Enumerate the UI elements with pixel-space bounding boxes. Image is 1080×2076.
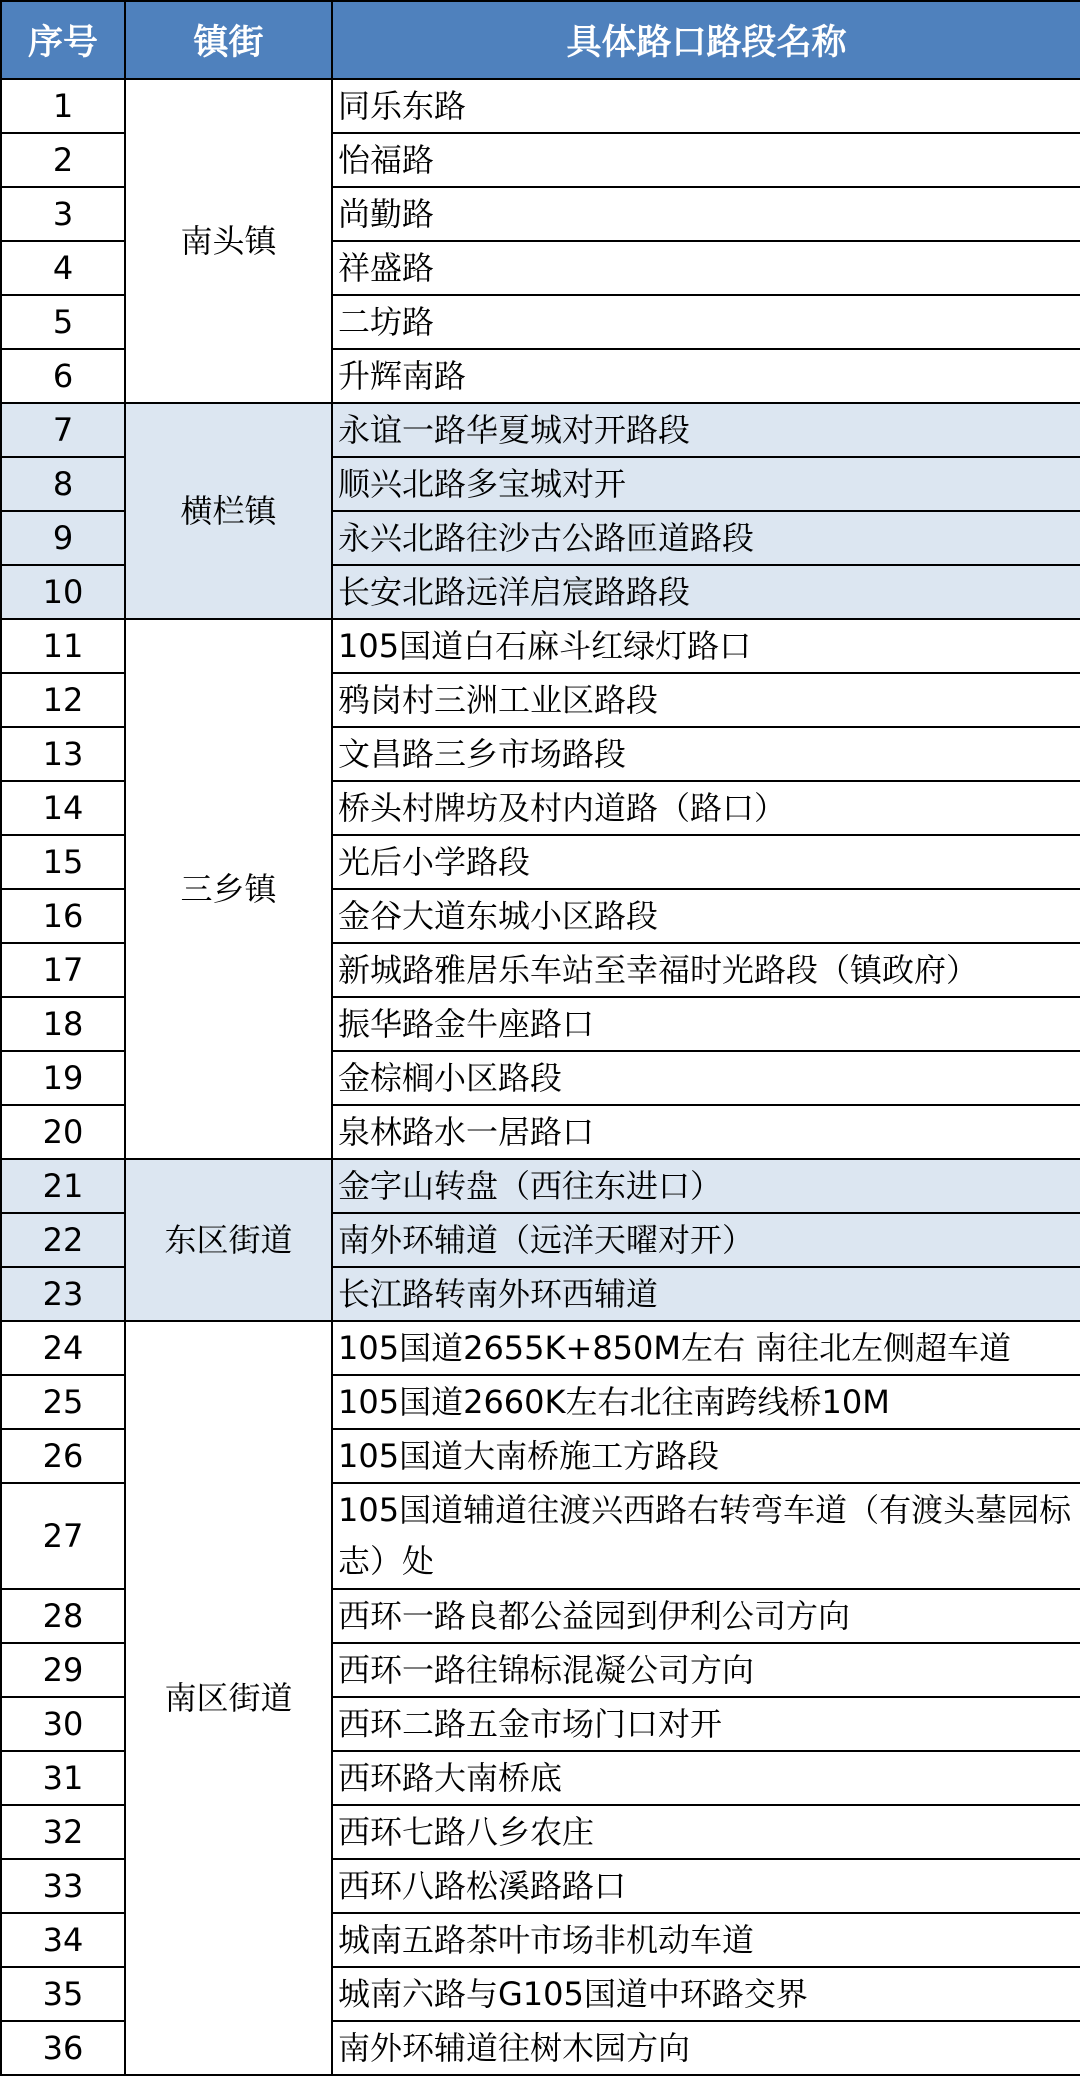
road-name-cell: 升辉南路: [332, 349, 1080, 403]
serial-number-cell: 32: [1, 1805, 125, 1859]
road-name-cell: 祥盛路: [332, 241, 1080, 295]
road-name-cell: 城南六路与G105国道中环路交界: [332, 1967, 1080, 2021]
serial-number-cell: 35: [1, 1967, 125, 2021]
road-name-cell: 长江路转南外环西辅道: [332, 1267, 1080, 1321]
serial-number-cell: 23: [1, 1267, 125, 1321]
header-serial-number: 序号: [1, 1, 125, 79]
table-row: [1, 1321, 1080, 1375]
road-name-cell: 南外环辅道（远洋天曜对开）: [332, 1213, 1080, 1267]
town-cell: 南头镇: [125, 79, 332, 403]
road-name-cell: 105国道辅道往渡兴西路右转弯车道（有渡头墓园标志）处: [332, 1483, 1080, 1589]
road-name-cell: 新城路雅居乐车站至幸福时光路段（镇政府）: [332, 943, 1080, 997]
serial-number-cell: 17: [1, 943, 125, 997]
serial-number-cell: 10: [1, 565, 125, 619]
road-name-cell: 城南五路茶叶市场非机动车道: [332, 1913, 1080, 1967]
road-name-cell: 西环一路往锦标混凝公司方向: [332, 1643, 1080, 1697]
serial-number-cell: 14: [1, 781, 125, 835]
road-name-cell: 光后小学路段: [332, 835, 1080, 889]
serial-number-cell: 2: [1, 133, 125, 187]
road-name-cell: 金字山转盘（西往东进口）: [332, 1159, 1080, 1213]
serial-number-cell: 28: [1, 1589, 125, 1643]
road-name-cell: 南外环辅道往树木园方向: [332, 2021, 1080, 2075]
road-name-cell: 鸦岗村三洲工业区路段: [332, 673, 1080, 727]
road-name-cell: 同乐东路: [332, 79, 1080, 133]
road-name-cell: 105国道2655K+850M左右 南往北左侧超车道: [332, 1321, 1080, 1375]
table-body: [1, 79, 1080, 2075]
town-cell: 南区街道: [125, 1321, 332, 2075]
serial-number-cell: 27: [1, 1483, 125, 1589]
road-name-cell: 永兴北路往沙古公路匝道路段: [332, 511, 1080, 565]
road-name-cell: 振华路金牛座路口: [332, 997, 1080, 1051]
road-name-cell: 金谷大道东城小区路段: [332, 889, 1080, 943]
header-road-name: 具体路口路段名称: [332, 1, 1080, 79]
serial-number-cell: 6: [1, 349, 125, 403]
serial-number-cell: 15: [1, 835, 125, 889]
table-row: [1, 403, 1080, 457]
road-name-cell: 二坊路: [332, 295, 1080, 349]
serial-number-cell: 33: [1, 1859, 125, 1913]
road-name-cell: 永谊一路华夏城对开路段: [332, 403, 1080, 457]
serial-number-cell: 3: [1, 187, 125, 241]
serial-number-cell: 4: [1, 241, 125, 295]
road-name-cell: 桥头村牌坊及村内道路（路口）: [332, 781, 1080, 835]
serial-number-cell: 13: [1, 727, 125, 781]
serial-number-cell: 11: [1, 619, 125, 673]
table-row: [1, 1159, 1080, 1213]
table-row: [1, 79, 1080, 133]
road-name-cell: 西环路大南桥底: [332, 1751, 1080, 1805]
road-name-cell: 西环一路良都公益园到伊利公司方向: [332, 1589, 1080, 1643]
town-cell: 东区街道: [125, 1159, 332, 1321]
road-name-cell: 文昌路三乡市场路段: [332, 727, 1080, 781]
road-name-cell: 长安北路远洋启宸路路段: [332, 565, 1080, 619]
road-name-cell: 顺兴北路多宝城对开: [332, 457, 1080, 511]
serial-number-cell: 31: [1, 1751, 125, 1805]
serial-number-cell: 1: [1, 79, 125, 133]
road-name-cell: 105国道大南桥施工方路段: [332, 1429, 1080, 1483]
serial-number-cell: 12: [1, 673, 125, 727]
serial-number-cell: 9: [1, 511, 125, 565]
serial-number-cell: 8: [1, 457, 125, 511]
serial-number-cell: 21: [1, 1159, 125, 1213]
header-town: 镇街: [125, 1, 332, 79]
table-header-row: [1, 1, 1080, 79]
serial-number-cell: 18: [1, 997, 125, 1051]
road-name-cell: 金棕榈小区路段: [332, 1051, 1080, 1105]
road-name-cell: 西环七路八乡农庄: [332, 1805, 1080, 1859]
road-name-cell: 尚勤路: [332, 187, 1080, 241]
road-name-cell: 西环二路五金市场门口对开: [332, 1697, 1080, 1751]
road-name-cell: 怡福路: [332, 133, 1080, 187]
road-name-cell: 105国道2660K左右北往南跨线桥10M: [332, 1375, 1080, 1429]
serial-number-cell: 7: [1, 403, 125, 457]
table-row: [1, 619, 1080, 673]
serial-number-cell: 5: [1, 295, 125, 349]
serial-number-cell: 19: [1, 1051, 125, 1105]
serial-number-cell: 26: [1, 1429, 125, 1483]
serial-number-cell: 36: [1, 2021, 125, 2075]
serial-number-cell: 29: [1, 1643, 125, 1697]
serial-number-cell: 34: [1, 1913, 125, 1967]
road-name-cell: 105国道白石麻斗红绿灯路口: [332, 619, 1080, 673]
road-name-cell: 泉林路水一居路口: [332, 1105, 1080, 1159]
serial-number-cell: 30: [1, 1697, 125, 1751]
serial-number-cell: 20: [1, 1105, 125, 1159]
town-cell: 横栏镇: [125, 403, 332, 619]
road-name-cell: 西环八路松溪路路口: [332, 1859, 1080, 1913]
serial-number-cell: 22: [1, 1213, 125, 1267]
town-cell: 三乡镇: [125, 619, 332, 1159]
serial-number-cell: 24: [1, 1321, 125, 1375]
serial-number-cell: 16: [1, 889, 125, 943]
serial-number-cell: 25: [1, 1375, 125, 1429]
